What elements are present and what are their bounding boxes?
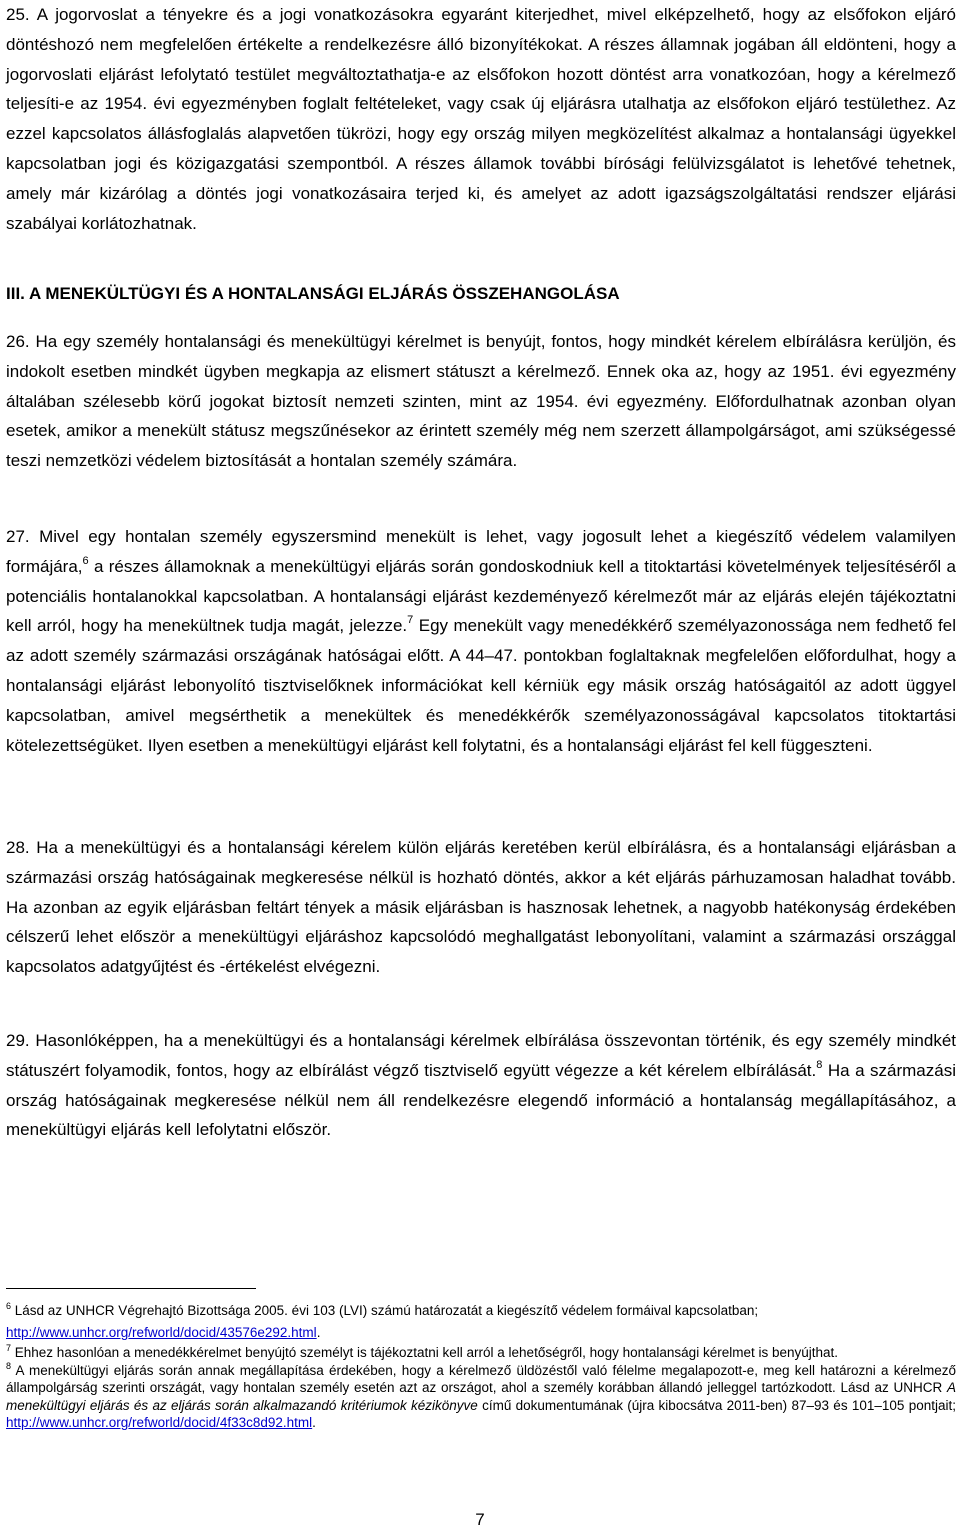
paragraph-28: 28. Ha a menekültügyi és a hontalansági kérelem külön eljárás keretében kerül elbírálásra, és a hontalansági eljárásban a származási ország hatóságainak megkeresése nélkül is hozható döntés, akkor a két eljárás párhuzamosan haladhat tovább. Ha azonban az egyik eljárásban feltárt tények a másik eljárásban is hasznosak lehetnek, a nagyobb hatékonyság érdekében célszerű lehet először a menekültügyi eljáráshoz kapcsolódó meghallgatást lebonyolítani, valamint a származási országgal kapcsolatos adatgyűjtést és -értékelést elvégezni. bbox=[6, 838, 956, 977]
footnote-ref-7[interactable]: 7 bbox=[407, 614, 414, 627]
footnote-divider bbox=[6, 1288, 256, 1289]
section-heading: III. A MENEKÜLTÜGYI ÉS A HONTALANSÁGI ELJÁRÁS ÖSSZEHANGOLÁSA bbox=[6, 284, 620, 303]
paragraph-27-part-1: 27. Mivel egy hontalan személy egyszersmind menekült is lehet, vagy jogosult lehet a kiegészítő védelem valamilyen formájára, bbox=[6, 527, 956, 576]
paragraph-29 bbox=[6, 1026, 956, 1145]
footnote-ref-8[interactable]: 8 bbox=[816, 1058, 823, 1071]
footnote-ref-6[interactable]: 6 bbox=[82, 554, 89, 567]
footnotes bbox=[6, 1300, 956, 1432]
footnote-7-number: 7 bbox=[6, 1343, 12, 1353]
footnote-8-text-b: című dokumentumának (újra kibocsátva 2011-ben) 87–93 és 101–105 pontjait; bbox=[477, 1397, 956, 1413]
paragraph-25: 25. A jogorvoslat a tényekre és a jogi vonatkozásokra egyaránt kiterjedhet, mivel elképzelhető, hogy az elsőfokon eljáró döntéshozó nem megfelelően értékelte a rendelkezésre álló bizonyítékokat. A részes államnak jogában áll eldönteni, hogy a jogorvoslati eljárást lefolytató testület megváltoztathatja-e az elsőfokon hozott döntést arra vonatkozóan, hogy a kérelmező teljesíti-e az 1954. évi egyezményben foglalt feltételeket, vagy csak új eljárásra utalhatja az elsőfokon eljáró testülethez. Az ezzel kapcsolatos állásfoglalás alapvetően tükrözi, hogy egy ország milyen megközelítést alkalmaz a hontalansági ügyekkel kapcsolatban jogi és közigazgatási szempontból. A részes államok további bírósági felülvizsgálatot is lehetővé tehetnek, amely már kizárólag a döntés jogi vonatkozásaira terjed ki, és amelyet az adott igazságszolgáltatási rendszer eljárási szabályai korlátozhatnak. bbox=[6, 5, 956, 233]
footnote-7-text: Ehhez hasonlóan a menedékkérelmet benyújtó személyt is tájékoztatni kell arról a lehetőségről, hogy hontalansági kérelmet is benyújthat. bbox=[14, 1345, 839, 1360]
paragraph-29-part-2: Ha a származási ország hatóságainak megkeresése nélkül nem áll rendelkezésre elegendő információ a hontalanság megállapításához, a menekültügyi eljárás kell lefolytatni először. bbox=[6, 1060, 956, 1140]
footnote-6-number: 6 bbox=[6, 1301, 12, 1311]
paragraph-26: 26. Ha egy személy hontalansági és menekültügyi kérelmet is benyújt, fontos, hogy mindkét kérelem elbírálásra kerüljön, és indokolt esetben mindkét ügyben megkapja az elismert státuszt a kérelmező. Ennek oka az, hogy az 1951. évi egyezmény általában szélesebb körű jogokat biztosít nemzeti szinten, mint az 1954. évi egyezmény. Előfordulhatnak azonban olyan esetek, amikor a menekült státusz megszűnésekor az érintett személy még nem szerzett állampolgárságot, ami szükségessé teszi nemzetközi védelem biztosítását a hontalan személy számára. bbox=[6, 332, 956, 471]
paragraph-29-part-1: 29. Hasonlóképpen, ha a menekültügyi és a hontalansági kérelmek elbírálása összevontan történik, és egy személy mindkét státuszért folyamodik, fontos, hogy az elbírálást végző tisztviselő együtt végezze a két kérelem elbírálását. bbox=[6, 1031, 956, 1080]
paragraph-27-part-3: Egy menekült vagy menedékkérő személyazonossága nem fedhető fel az adott személy származási országának hatóságai előtt. A 44–47. pontokban foglaltaknak megfelelően előfordulhat, hogy a hontalansági eljárást lebonyolító tisztviselőknek információkat kell kérniük egy másik ország hatóságaitól az adott üggyel kapcsolatban, amivel megsérthetik a menekültek és menedékkérők személyazonosságával kapcsolatos titoktartási kötelezettségüket. Ilyen esetben a menekültügyi eljárást kell folytatni, és a hontalansági eljárást fel kell függeszteni. bbox=[6, 616, 956, 755]
footnote-8-title: A menekültügyi eljárás és az eljárás során alkalmazandó kritériumok kézikönyve bbox=[6, 1380, 956, 1413]
footnote-8-text-a: A menekültügyi eljárás során annak megállapítása érdekében, hogy a kérelmező üldözéstől való félelme megalapozott-e, meg kell határozni a kérelmező állampolgárság szerinti országát, vagy hontalan személy esetén azt az országot, ahol a személy korábban állandó jelleggel tartózkodott. Lásd az UNHCR bbox=[6, 1362, 956, 1395]
footnote-8-number: 8 bbox=[6, 1360, 12, 1371]
footnote-8-link[interactable]: http://www.unhcr.org/refworld/docid/4f33c8d92.html bbox=[6, 1415, 313, 1430]
footnote-6-text: Lásd az UNHCR Végrehajtó Bizottsága 2005. évi 103 (LVI) számú határozatát a kiegészítő védelem formáival kapcsolatban; bbox=[14, 1303, 759, 1318]
footnote-8: $^8$ A menekültügyi eljárás során annak megállapítása érdekében, hogy a kérelmező üldözéstől való félelme megalapozott-e, meg kell határozni a kérelmező állampolgárság szerinti országát, vagy hontalan személy esetén azt az országot, ahol a személy korábban állandó jelleggel tartózkodott. Lásd az UNHCR A menekültügyi eljárás és az eljárás során alkalmazandó kritériumok kézikönyve című dokumentumának (újra kibocsátva 2011-ben) 87–93 és 101–105 pontjait; http://www.unhcr.org/refworld/docid/4f33c8d92.html. bbox=[6, 1360, 956, 1430]
paragraph-27-part-2: a részes államoknak a menekültügyi eljárás során gondoskodniuk kell a titoktartási követelmények teljesítéséről a potenciális hontalanokkal kapcsolatban. A hontalansági eljárást kezdeményező kérelmezőt már az eljárás elején tájékoztatni kell arról, hogy ha menekültnek tudja magát, jelezze. bbox=[6, 556, 956, 636]
footnote-6-link[interactable]: http://www.unhcr.org/refworld/docid/43576e292.html bbox=[6, 1325, 317, 1340]
footnote-7 bbox=[6, 1344, 956, 1362]
footnote-6: $^6$ Lásd az UNHCR Végrehajtó Bizottsága 2005. évi 103 (LVI) számú határozatát a kiegészítő védelem formáival kapcsolatban; http://www.unhcr.org/refworld/docid/43576e292.html. bbox=[6, 1301, 759, 1340]
page-number: 7 bbox=[475, 1510, 485, 1529]
paragraph-27 bbox=[6, 522, 956, 760]
